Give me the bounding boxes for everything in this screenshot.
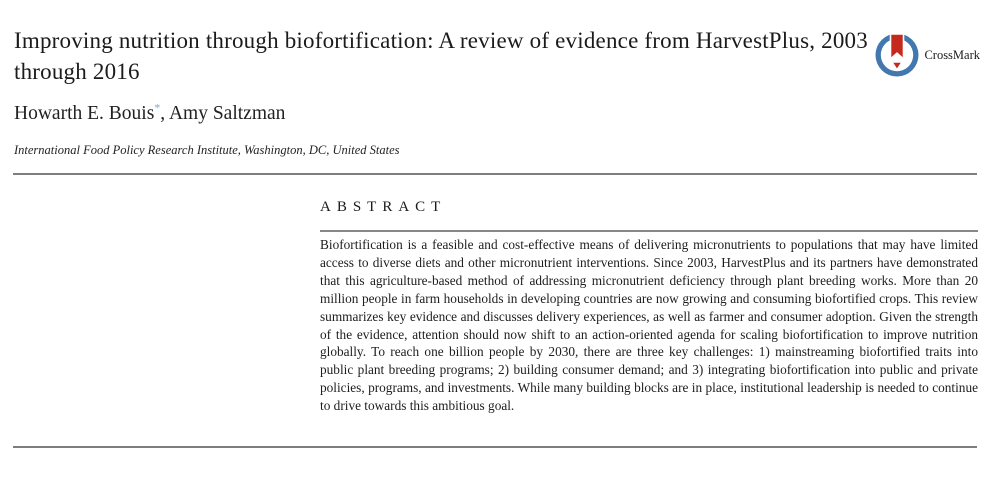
affiliation-line: International Food Policy Research Institute, Washington, DC, United States: [14, 143, 400, 157]
crossmark-logo-icon: [875, 32, 919, 78]
abstract-text: Biofortification is a feasible and cost-effective means of delivering micronutrients to populations that may have limited access to diverse diets and other micronutrient interventions. Since 2003, HarvestPlus and its partners have demonstrated that this agriculture-based method of addressing micronutrient deficiency through plant breeding works. More than 20 million people in farm households in developing countries are now growing and consuming biofortified crops. This review summarizes key evidence and discusses delivery experiences, as well as farmer and consumer adoption. Given the strength of the evidence, attention should now shift to an action-oriented agenda for scaling biofortification to improve nutrition globally. To reach one billion people by 2030, there are three key challenges: 1) mainstreaming biofortified traits into public plant breeding programs; 2) building consumer demand; and 3) integrating biofortification into public and private policies, programs, and investments. While many building blocks are in place, institutional leadership is needed to continue to drive towards this ambitious goal.: [320, 237, 978, 414]
abstract-heading: ABSTRACT: [320, 199, 447, 215]
crossmark-badge[interactable]: [875, 32, 980, 78]
corresponding-author-asterisk[interactable]: *: [154, 100, 161, 115]
divider-bottom: [13, 446, 977, 448]
crossmark-label: CrossMark: [924, 47, 980, 62]
author-name-secondary: , Amy Saltzman: [160, 103, 286, 124]
authors-line: [14, 100, 286, 125]
abstract-divider: [320, 230, 978, 232]
author-name-primary: Howarth E. Bouis: [14, 103, 155, 124]
article-title: Improving nutrition through biofortification: A review of evidence from HarvestPlus, 2003 through 2016: [14, 28, 868, 84]
divider-top: [13, 173, 977, 175]
